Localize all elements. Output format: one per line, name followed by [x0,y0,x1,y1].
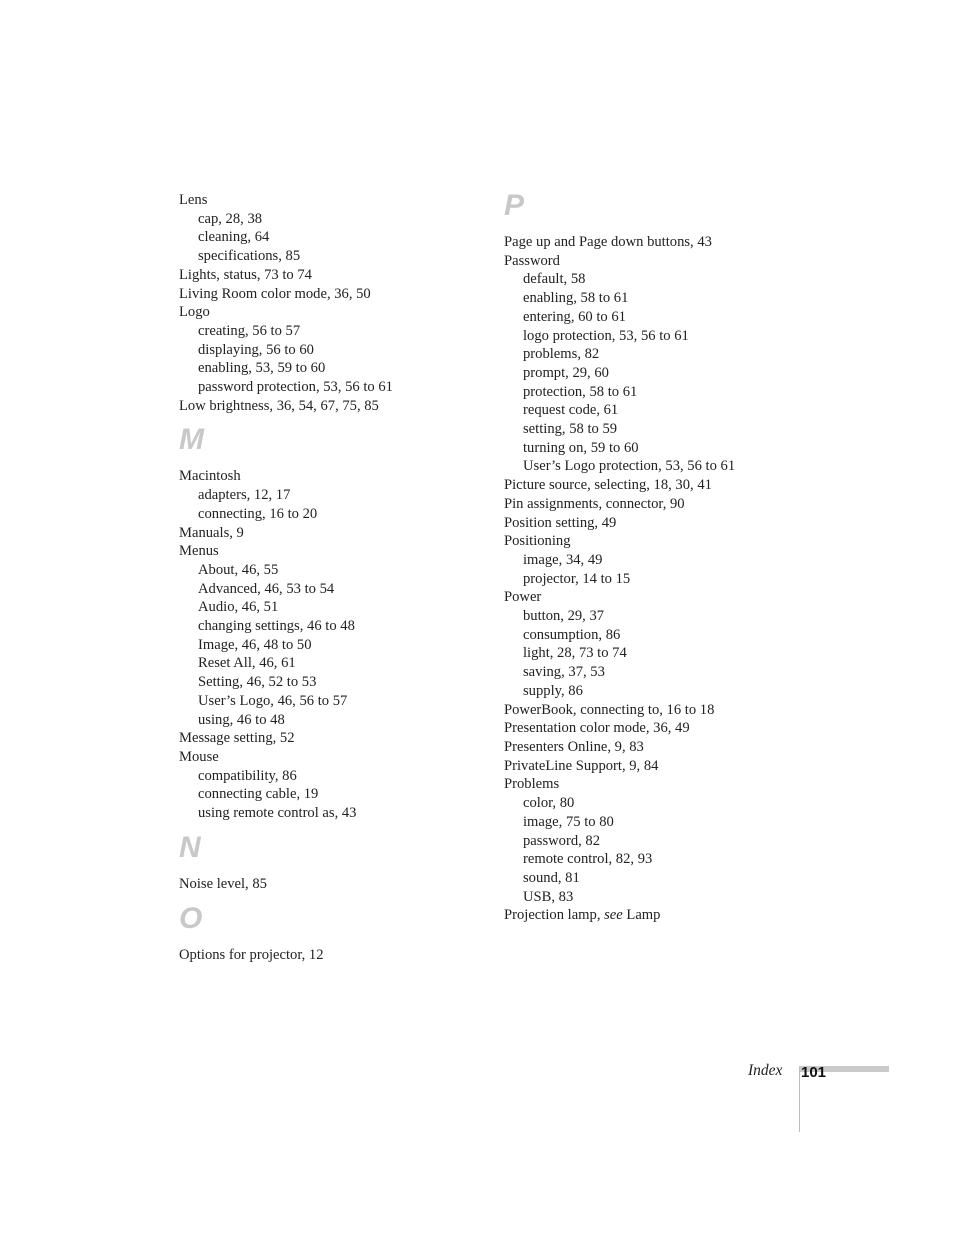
index-subentry: image, 34, 49 [523,551,603,568]
index-entry: Positioning [504,533,571,550]
index-entry: Living Room color mode, 36, 50 [179,285,371,302]
index-subentry: supply, 86 [523,682,583,699]
index-subentry: compatibility, 86 [198,767,297,784]
index-entry: Noise level, 85 [179,875,267,892]
index-subentry: using, 46 to 48 [198,711,285,728]
index-subentry: prompt, 29, 60 [523,364,609,381]
index-entry: Lens [179,192,208,208]
index-subentry: remote control, 82, 93 [523,851,653,868]
index-subentry: About, 46, 55 [198,561,279,578]
index-entry: Low brightness, 36, 54, 67, 75, 85 [179,397,379,414]
page-number: 101 [801,1064,827,1081]
index-column-right [504,191,824,925]
see-target: Lamp [622,907,661,924]
index-entry: Lights, status, 73 to 74 [179,266,312,283]
index-entry: Message setting, 52 [179,730,295,747]
index-entry: Pin assignments, connector, 90 [504,495,685,512]
index-subentry: User’s Logo protection, 53, 56 to 61 [523,458,736,475]
index-subentry: protection, 58 to 61 [523,383,638,400]
index-subentry: connecting, 16 to 20 [198,505,318,522]
index-subentry: logo protection, 53, 56 to 61 [523,327,689,344]
index-subentry: Audio, 46, 51 [198,599,279,616]
index-subentry: adapters, 12, 17 [198,487,291,504]
index-entry: Power [504,589,542,606]
index-subentry: Setting, 46, 52 to 53 [198,674,317,691]
index-subentry: saving, 37, 53 [523,664,605,681]
index-subentry: enabling, 53, 59 to 60 [198,360,326,377]
index-subentry: creating, 56 to 57 [198,322,301,339]
section-letter: N [179,830,202,864]
index-subentry: cleaning, 64 [198,229,270,246]
index-subentry: default, 58 [523,271,586,288]
index-subentry: enabling, 58 to 61 [523,290,629,307]
index-entry: Presenters Online, 9, 83 [504,738,644,755]
index-subentry: setting, 58 to 59 [523,421,618,438]
index-subentry: request code, 61 [523,402,619,419]
index-subentry: specifications, 85 [198,248,301,265]
index-entry: Options for projector, 12 [179,946,324,963]
index-subentry: sound, 81 [523,869,580,886]
index-subentry: Advanced, 46, 53 to 54 [198,580,335,597]
index-subentry: consumption, 86 [523,626,621,643]
index-subentry: cap, 28, 38 [198,210,263,227]
index-subentry: turning on, 59 to 60 [523,439,639,456]
index-subentry: entering, 60 to 61 [523,308,626,325]
index-subentry: password, 82 [523,832,601,849]
index-subentry: USB, 83 [523,888,574,905]
index-column-left [179,191,479,964]
index-entry: Problems [504,776,560,793]
index-subentry: button, 29, 37 [523,608,605,625]
index-entry: PrivateLine Support, 9, 84 [504,757,659,774]
index-entry: Manuals, 9 [179,524,244,541]
index-subentry: displaying, 56 to 60 [198,341,314,358]
see-reference: see [604,907,623,924]
index-entry: Page up and Page down buttons, 43 [504,234,712,250]
index-subentry: color, 80 [523,795,575,812]
index-subentry: image, 75 to 80 [523,813,614,830]
index-entry: Menus [179,543,219,560]
index-subentry: Image, 46, 48 to 50 [198,636,312,653]
index-entry: Macintosh [179,468,241,485]
index-entry: PowerBook, connecting to, 16 to 18 [504,701,715,718]
index-entry: Password [504,252,560,269]
index-entry-text: Projection lamp, [504,907,605,924]
section-letter: M [179,423,205,457]
index-entry: Mouse [179,748,219,765]
footer-rule [799,1066,800,1132]
index-subentry: projector, 14 to 15 [523,570,631,587]
index-subentry: using remote control as, 43 [198,805,357,822]
index-entry: Logo [179,304,210,321]
index-subentry: changing settings, 46 to 48 [198,618,355,635]
index-entry: Picture source, selecting, 18, 30, 41 [504,477,712,494]
section-letter: P [504,189,526,222]
index-subentry: light, 28, 73 to 74 [523,645,627,662]
index-subentry: problems, 82 [523,346,600,363]
index-entry: Presentation color mode, 36, 49 [504,720,690,737]
index-entry [504,906,824,925]
footer-section-label: Index [748,1062,783,1079]
index-subentry: Reset All, 46, 61 [198,655,296,672]
index-subentry: connecting cable, 19 [198,786,319,803]
index-entry: Position setting, 49 [504,514,617,531]
index-subentry: password protection, 53, 56 to 61 [198,379,393,396]
index-subentry: User’s Logo, 46, 56 to 57 [198,692,348,709]
section-letter: O [179,901,204,935]
